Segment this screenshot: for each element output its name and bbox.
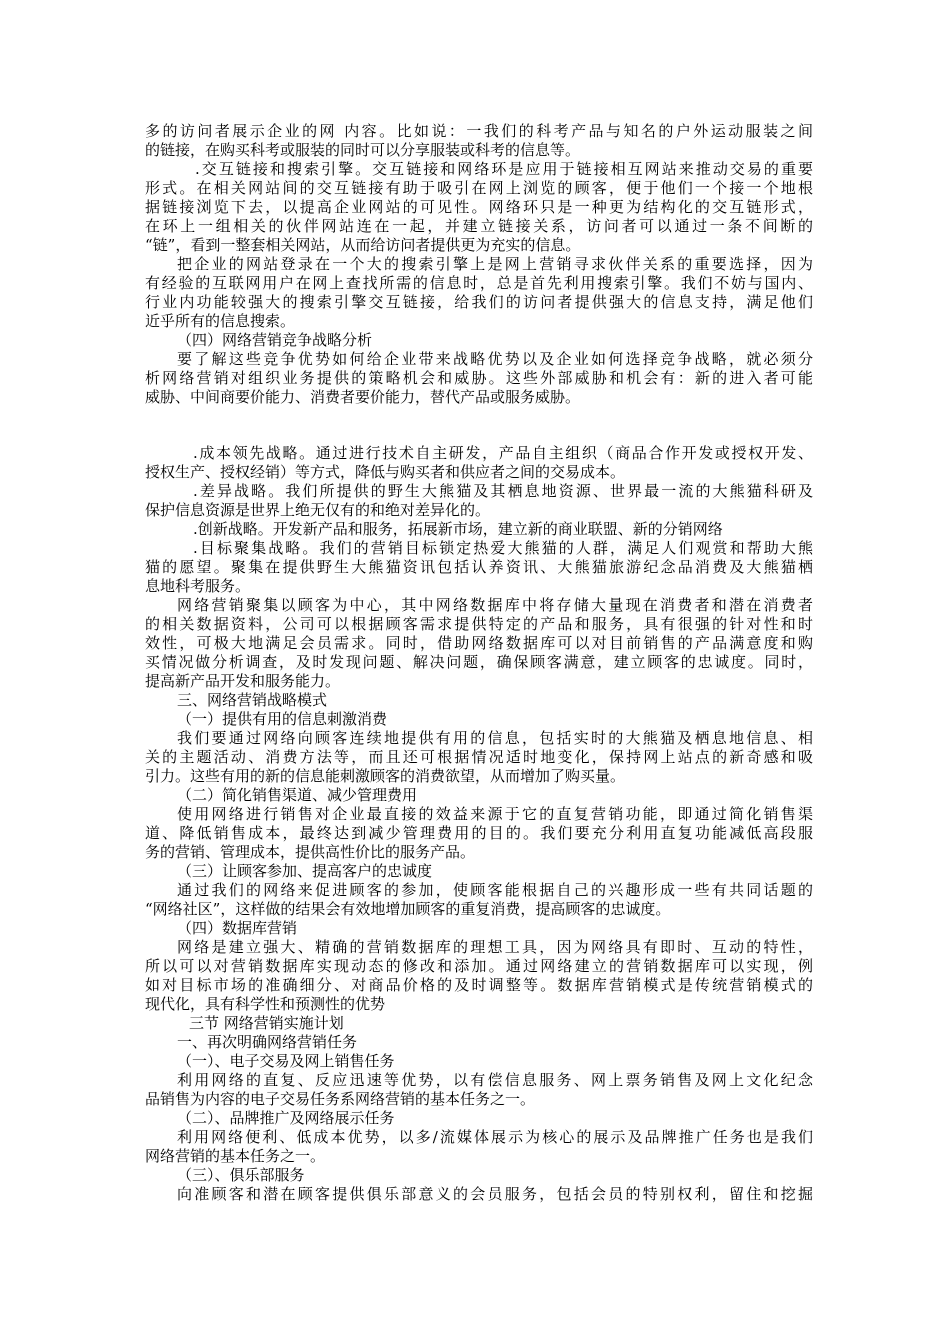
- text-line: （一）、电子交易及网上销售任务: [177, 1052, 395, 1070]
- text-line: “网络社区”，这样做的结果会有效地增加顾客的重复消费，提高顾客的忠诚度。: [145, 900, 671, 918]
- text-line: 道、降低销售成本，最终达到减少管理费用的目的。我们要充分利用直复功能减低高段服: [145, 824, 813, 842]
- text-line: 猫的愿望。聚集在提供野生大熊猫资讯包括认养资讯、大熊猫旅游纪念品消费及大熊猫栖: [145, 558, 813, 576]
- text-line: 效性，可极大地满足会员需求。同时，借助网络数据库可以对目前销售的产品满意度和购: [145, 634, 813, 652]
- text-line: 网络营销聚集以顾客为中心，其中网络数据库中将存储大量现在消费者和潜在消费者: [177, 596, 813, 614]
- text-line: 引力。这些有用的新的信息能刺激顾客的消费欲望，从而增加了购买量。: [145, 767, 626, 785]
- text-line: （一）提供有用的信息刺激消费: [177, 710, 388, 728]
- text-line: （二）、品牌推广及网络展示任务: [177, 1109, 395, 1127]
- text-line: （四）网络营销竞争战略分析: [177, 331, 373, 349]
- text-line: 授权生产、授权经销）等方式，降低与购买者和供应者之间的交易成本。: [145, 463, 626, 481]
- text-line: 近乎所有的信息搜索。: [145, 312, 296, 330]
- text-line: 三节 网络营销实施计划: [189, 1014, 344, 1032]
- text-line: 三、网络营销战略模式: [177, 691, 328, 709]
- text-line: （三）让顾客参加、提高客户的忠诚度: [177, 862, 433, 880]
- text-line: 的链接，在购买科考或服装的同时可以分享服装或科考的信息等。: [145, 141, 581, 159]
- text-line: 提高新产品开发和服务能力。: [145, 672, 341, 690]
- text-line: 所以可以对营销数据库实现动态的修改和添加。通过网络建立的营销数据库可以实现，例: [145, 957, 813, 975]
- text-line: 关的主题活动、消费方法等，而且还可根据情况适时地变化，保持网上站点的新奇感和吸: [145, 748, 813, 766]
- text-line: 在环上一组相关的伙伴网站连在一起，并建立链接关系，访问者可以通过一条不间断的: [145, 217, 813, 235]
- text-line: 通过我们的网络来促进顾客的参加，使顾客能根据自己的兴趣形成一些有共同话题的: [177, 881, 813, 899]
- text-line: .创新战略。开发新产品和服务，拓展新市场，建立新的商业联盟、新的分销网络: [193, 520, 723, 538]
- text-line: 息地科考服务。: [145, 577, 251, 595]
- text-line: 把企业的网站登录在一个大的搜索引擎上是网上营销寻求伙伴关系的重要选择，因为: [177, 255, 813, 273]
- text-line: 有经验的互联网用户在网上查找所需的信息时，总是首先利用搜索引擎。我们不妨与国内、: [145, 274, 813, 292]
- text-line: 现代化，具有科学性和预测性的优势: [145, 995, 386, 1013]
- text-line: 我们要通过网络向顾客连续地提供有用的信息，包括实时的大熊猫及栖息地信息、相: [177, 729, 813, 747]
- text-line: 利用网络的直复、反应迅速等优势，以有偿信息服务、网上票务销售及网上文化纪念: [177, 1071, 813, 1089]
- text-line: 威胁、中间商要价能力、消费者要价能力，替代产品或服务威胁。: [145, 388, 581, 406]
- text-line: .成本领先战略。通过进行技术自主研发，产品自主组织（商品合作开发或授权开发、: [193, 444, 813, 462]
- text-line: 使用网络进行销售对企业最直接的效益来源于它的直复营销功能，即通过简化销售渠: [177, 805, 813, 823]
- text-line: （二）简化销售渠道、减少管理费用: [177, 786, 418, 804]
- text-line: 买情况做分析调查，及时发现问题、解决问题，确保顾客满意，建立顾客的忠诚度。同时，: [145, 653, 813, 671]
- text-line: 如对目标市场的准确细分、对商品价格的及时调整等。数据库营销模式是传统营销模式的: [145, 976, 813, 994]
- text-line: 利用网络便利、低成本优势，以多/流媒体展示为核心的展示及品牌推广任务也是我们: [177, 1128, 813, 1146]
- text-line: 析网络营销对组织业务提供的策略机会和威胁。这些外部威胁和机会有：新的进入者可能: [145, 369, 813, 387]
- text-line: 多的访问者展示企业的网 内容。比如说：一我们的科考产品与知名的户外运动服装之间: [145, 122, 813, 140]
- text-line: 向准顾客和潜在顾客提供俱乐部意义的会员服务，包括会员的特别权利，留住和挖掘: [177, 1185, 813, 1203]
- text-line: .差异战略。我们所提供的野生大熊猫及其栖息地资源、世界最一流的大熊猫科研及: [193, 482, 813, 500]
- text-line: 务的营销、管理成本，提供高性价比的服务产品。: [145, 843, 476, 861]
- text-line: 行业内功能较强大的搜索引擎交互链接，给我们的访问者提供强大的信息支持，满足他们: [145, 293, 813, 311]
- text-line: 据链接浏览下去，以提高企业网站的可见性。网络环只是一种更为结构化的交互链形式，: [145, 198, 813, 216]
- text-line: “链”，看到一整套相关网站，从而给访问者提供更为充实的信息。: [145, 236, 581, 254]
- text-line: 品销售为内容的电子交易任务系网络营销的基本任务之一。: [145, 1090, 536, 1108]
- text-line: （四）数据库营销: [177, 919, 298, 937]
- text-line: .交互链接和搜索引擎。交互链接和网络环是应用于链接相互网站来推动交易的重要: [195, 160, 813, 178]
- text-line: （三）、俱乐部服务: [177, 1166, 305, 1184]
- text-line: 网络是建立强大、精确的营销数据库的理想工具，因为网络具有即时、互动的特性，: [177, 938, 813, 956]
- text-line: 一、再次明确网络营销任务: [177, 1033, 358, 1051]
- text-line: 保护信息资源是世界上绝无仅有的和绝对差异化的。: [145, 501, 491, 519]
- text-line: .目标聚集战略。我们的营销目标锁定热爱大熊猫的人群，满足人们观赏和帮助大熊: [193, 539, 813, 557]
- text-line: 要了解这些竞争优势如何给企业带来战略优势以及企业如何选择竞争战略，就必须分: [177, 350, 813, 368]
- text-line: 网络营销的基本任务之一。: [145, 1147, 326, 1165]
- text-line: 形式。在相关网站间的交互链接有助于吸引在网上浏览的顾客，便于他们一个接一个地根: [145, 179, 813, 197]
- text-line: 的相关数据资料，公司可以根据顾客需求提供特定的产品和服务，具有很强的针对性和时: [145, 615, 813, 633]
